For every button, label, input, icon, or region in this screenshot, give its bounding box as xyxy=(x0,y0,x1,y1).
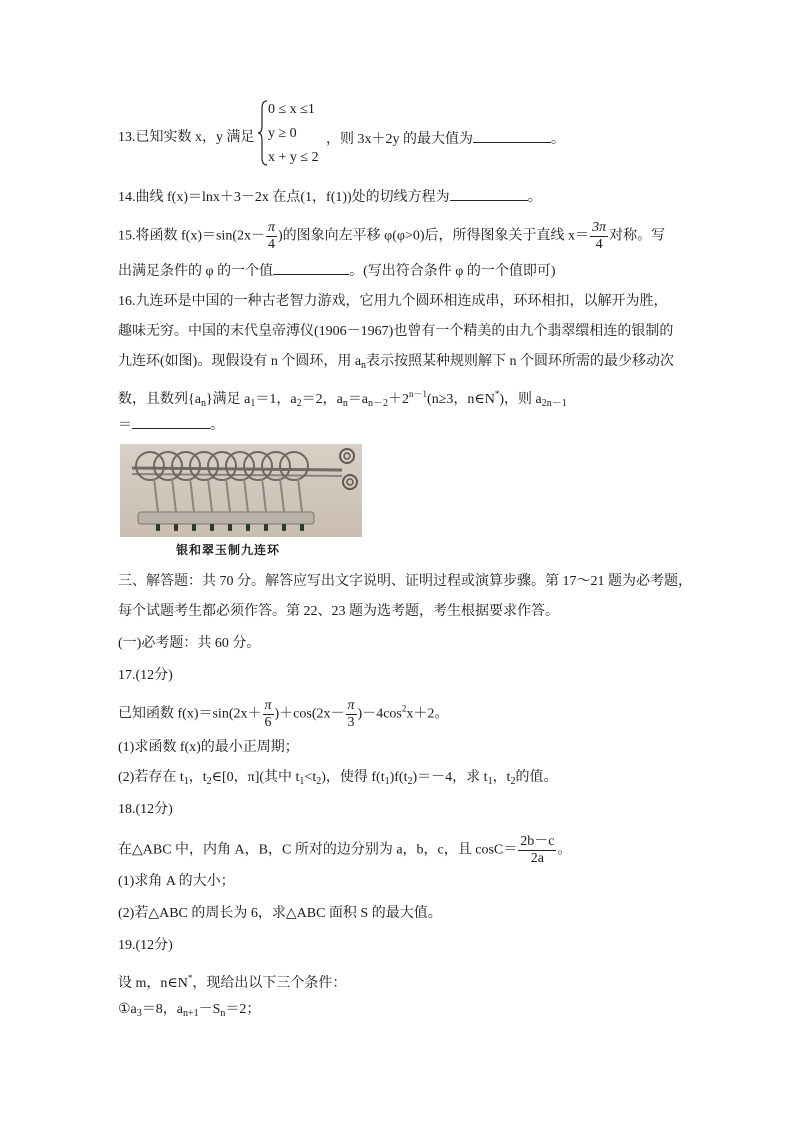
q17-p2-s6: 2 xyxy=(407,776,413,787)
q17-p2-s7: 1 xyxy=(487,776,493,787)
q19-c1-s3: n xyxy=(220,1008,226,1019)
q17-p2-i: 的值。 xyxy=(515,770,558,785)
nine-rings-figure xyxy=(120,444,362,537)
q16-line3-sub: n xyxy=(361,360,367,371)
q18-part-2: (2)若△ABC 的周长为 6，求△ABC 面积 S 的最大值。 xyxy=(118,906,442,921)
q16-l4-d: ＝2，a xyxy=(301,392,343,407)
q17-f1-den: 6 xyxy=(264,715,272,730)
q14-answer-blank xyxy=(450,186,528,201)
q16-line-2: 趣味无穷。中国的末代皇帝溥仪(1906－1967)也曾有一个精美的由九个翡翠缳相连的银制的 xyxy=(118,324,674,339)
q18-f-num: 2b－c xyxy=(520,834,555,849)
q17-fraction-2 xyxy=(346,698,357,731)
q18-a: 在△ABC 中，内角 A，B，C 所对的边分别为 a，b，c，且 cosC＝ xyxy=(118,842,518,858)
q16-l4-f: ＋2 xyxy=(388,392,410,407)
q17-f2-num: π xyxy=(347,698,355,713)
section3-line-2: 每个试题考生都必须作答。第 22、23 题为选考题，考生根据要求作答。 xyxy=(118,604,559,619)
q19-c1-b: ＝8，a xyxy=(141,1002,183,1017)
q17-a: 已知函数 f(x)＝sin(2x＋ xyxy=(118,706,262,722)
q16-l4-sub-1: 1 xyxy=(250,398,256,409)
q17-c: )－4cos xyxy=(357,706,402,722)
q13-constraint-3: x + y ≤ 2 xyxy=(268,150,319,165)
q19-c1-a: ①a xyxy=(118,1002,137,1017)
q16-l4-sup: n－1 xyxy=(409,389,428,399)
q16-l4-sub-2: 2 xyxy=(296,398,302,409)
section3-line-3: (一)必考题：共 60 分。 xyxy=(118,636,261,651)
q16-l4-c: ＝1，a xyxy=(255,392,297,407)
q15-line2-end: 。(写出符合条件 φ 的一个值即可) xyxy=(349,264,556,279)
q15-line-1 xyxy=(118,220,665,253)
q17-p2-d: <t xyxy=(304,770,317,785)
q19-c1-s1: 3 xyxy=(136,1008,142,1019)
q18-b: 。 xyxy=(557,842,572,858)
q16-line-5 xyxy=(118,414,224,436)
q15-fraction-2 xyxy=(590,220,608,253)
q17-b: )＋cos(2x－ xyxy=(274,706,345,722)
q19-statement xyxy=(118,968,346,994)
q17-part-2 xyxy=(118,768,557,792)
q16-l4-sup-star: * xyxy=(494,389,500,399)
q15-f1-num: π xyxy=(268,220,276,235)
q16-l4-h: )，则 a xyxy=(499,392,542,407)
q16-l4-sub-n: n xyxy=(200,398,206,409)
q17-p2-s8: 2 xyxy=(510,776,516,787)
q16-line5-a: ＝ xyxy=(118,418,132,433)
q17-p2-s5: 1 xyxy=(384,776,390,787)
q17-d: x＋2。 xyxy=(406,706,449,722)
q17-header: 17.(12分) xyxy=(118,668,173,683)
q15-text-c: 对称。写 xyxy=(609,228,666,244)
q19-c1-d: ＝2； xyxy=(225,1002,261,1017)
q13-line xyxy=(118,128,255,148)
q19-a-sup: * xyxy=(187,973,193,983)
q14-text: 14.曲线 f(x)＝lnx＋3－2x 在点(1，f(1))处的切线方程为 xyxy=(118,190,450,205)
q16-l4-e: ＝a xyxy=(347,392,369,407)
q18-f-den: 2a xyxy=(530,851,544,866)
q17-p2-g: )＝－4，求 t xyxy=(412,770,488,785)
left-brace-icon xyxy=(258,100,268,166)
q18-part-1: (1)求角 A 的大小； xyxy=(118,874,235,889)
q15-f1-den: 4 xyxy=(268,237,275,252)
q15-f2-den: 4 xyxy=(595,237,603,252)
q15-line-2 xyxy=(118,260,556,282)
q17-p2-c: ∈[0，π](其中 t xyxy=(211,770,300,785)
q15-f2-num: 3π xyxy=(592,220,607,235)
q13-prefix: 13.已知实数 x，y 满足 xyxy=(118,130,255,145)
q14-end: 。 xyxy=(527,190,542,205)
q17-f1-num: π xyxy=(264,698,272,713)
q13-constraint-1: 0 ≤ x ≤1 xyxy=(268,102,315,117)
q17-fraction-1 xyxy=(263,698,274,731)
q16-l4-sub-n2: n xyxy=(342,398,348,409)
q17-p2-a: (2)若存在 t xyxy=(118,770,184,785)
q17-function-line xyxy=(118,698,448,731)
section3-line-1: 三、解答题：共 70 分。解答应写出文字说明、证明过程或演算步骤。第 17～21 题为必考题， xyxy=(118,574,692,589)
q13-suffix-line xyxy=(326,128,565,150)
q19-c1-c: －S xyxy=(198,1002,221,1017)
q17-f2-den: 3 xyxy=(347,715,355,730)
q18-header: 18.(12分) xyxy=(118,802,173,817)
q16-line3-a: 九连环(如图)。现假设有 n 个圆环，用 a xyxy=(118,354,362,369)
q16-l4-a: 数，且数列{a xyxy=(118,392,201,407)
q16-line-3 xyxy=(118,352,674,376)
q15-text-a: 15.将函数 f(x)＝sin(2x－ xyxy=(118,228,265,244)
q13-answer-blank xyxy=(473,128,551,143)
q16-line-1: 16.九连环是中国的一种古老智力游戏，它用九个圆环相连成串，环环相扣，以解开为胜， xyxy=(118,294,668,309)
q19-a: 设 m，n∈N xyxy=(118,976,188,991)
q17-p2-s1: 1 xyxy=(183,776,189,787)
q15-fraction-1 xyxy=(266,220,277,253)
q15-text-b: )的图象向左平移 φ(φ>0)后，所得图象关于直线 x＝ xyxy=(278,228,590,244)
q17-p2-f: )f(t xyxy=(389,770,408,785)
q16-l4-sub-nm2: n－2 xyxy=(368,398,389,409)
q17-p2-b: ，t xyxy=(188,770,207,785)
q19-condition-1 xyxy=(118,1000,260,1024)
q16-l4-sub-2nm1: 2n－1 xyxy=(541,398,567,409)
figure-caption: 银和翠玉制九连环 xyxy=(176,543,281,557)
q18-fraction xyxy=(518,834,556,867)
q15-line2-text: 出满足条件的 φ 的一个值 xyxy=(118,264,274,279)
q17-p2-s4: 2 xyxy=(316,776,322,787)
q16-l4-g: (n≥3，n∈N xyxy=(427,392,495,407)
q13-constraint-2: y ≥ 0 xyxy=(268,126,297,141)
q19-c1-s2: n+1 xyxy=(182,1008,199,1019)
q18-statement xyxy=(118,834,571,867)
q14-line xyxy=(118,186,542,208)
q16-answer-blank xyxy=(132,414,210,429)
q16-line-4 xyxy=(118,384,567,414)
q17-c-sup: 2 xyxy=(401,703,407,714)
q19-b: ，现给出以下三个条件： xyxy=(192,976,347,991)
q17-p2-e: )，使得 f(t xyxy=(321,770,385,785)
q17-p2-h: ，t xyxy=(492,770,511,785)
q16-line3-b: 表示按照某种规则解下 n 个圆环所需的最少移动次 xyxy=(366,354,675,369)
q17-p2-s2: 2 xyxy=(206,776,212,787)
q13-end: 。 xyxy=(551,132,565,147)
q17-part-1: (1)求函数 f(x)的最小正周期； xyxy=(118,740,299,755)
q19-header: 19.(12分) xyxy=(118,938,173,953)
q13-suffix: ，则 3x＋2y 的最大值为 xyxy=(326,132,473,147)
q17-p2-s3: 1 xyxy=(299,776,305,787)
q16-line5-end: 。 xyxy=(210,418,224,433)
q16-l4-b: }满足 a xyxy=(205,392,251,407)
q15-answer-blank xyxy=(273,260,349,275)
